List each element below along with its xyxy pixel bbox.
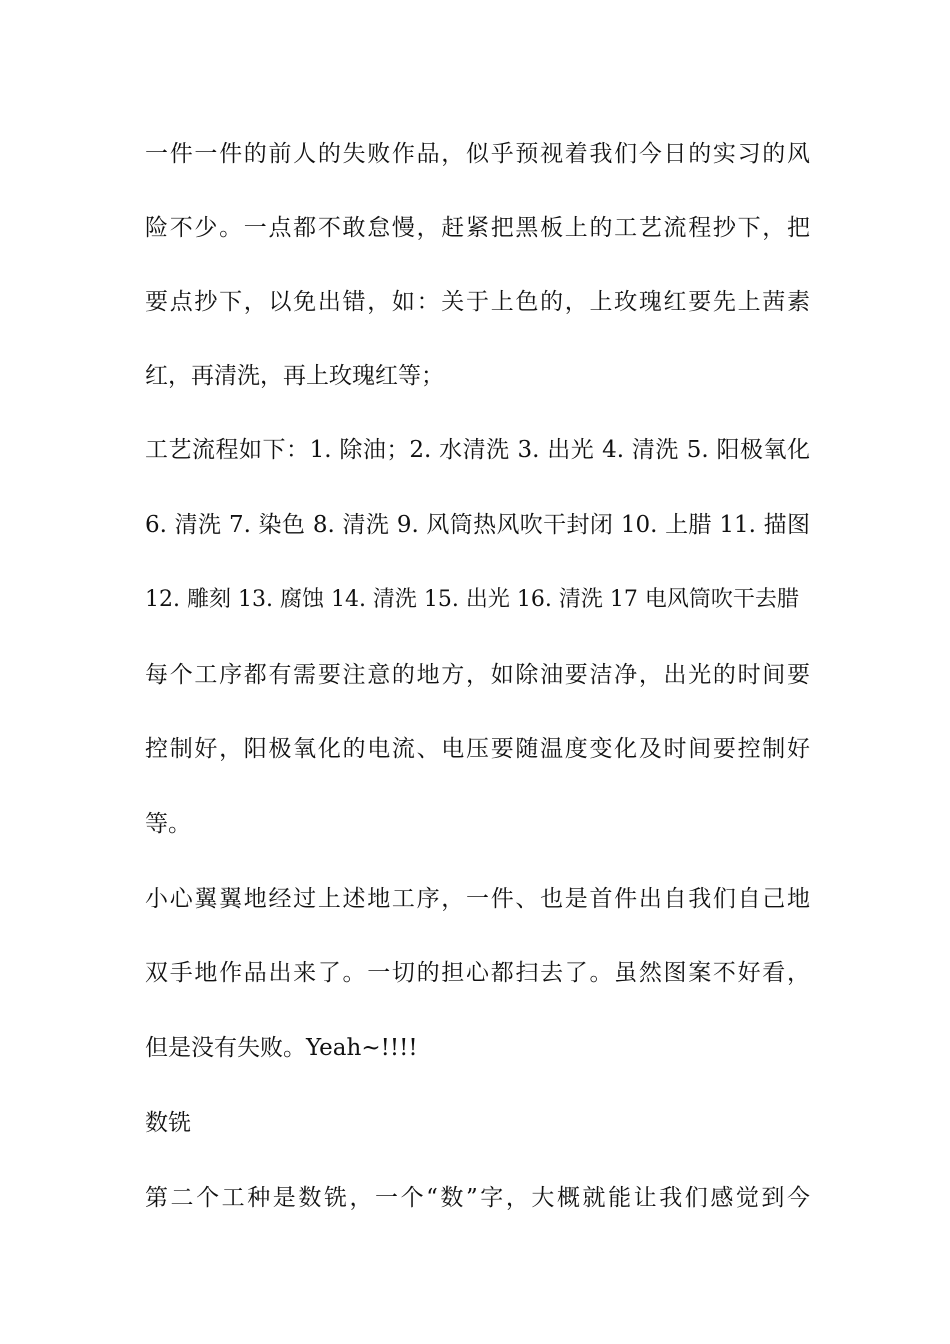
section-heading: 数铣	[145, 1110, 191, 1136]
text-line-4: 红，再清洗，再上玫瑰红等；	[145, 363, 444, 389]
text-line-2: 险不少。一点都不敢怠慢，赶紧把黑板上的工艺流程抄下，把	[145, 215, 810, 241]
text-line-6: 6. 清洗 7. 染色 8. 清洗 9. 风筒热风吹干封闭 10. 上腊 11. 描图	[145, 512, 810, 538]
text-line-7: 12. 雕刻 13. 腐蚀 14. 清洗 15. 出光 16. 清洗 17 电风筒吹干去腊	[145, 587, 799, 612]
text-line-8: 每个工序都有需要注意的地方，如除油要洁净，出光的时间要	[145, 662, 810, 688]
text-line-1: 一件一件的前人的失败作品，似乎预视着我们今日的实习的风	[145, 141, 810, 167]
text-line-12: 双手地作品出来了。一切的担心都扫去了。虽然图案不好看，	[145, 960, 810, 986]
text-line-15: 第二个工种是数铣，一个“数”字，大概就能让我们感觉到今	[145, 1185, 810, 1211]
text-line-5: 工艺流程如下：1. 除油；2. 水清洗 3. 出光 4. 清洗 5. 阳极氧化	[145, 437, 810, 463]
text-line-3: 要点抄下，以免出错，如：关于上色的，上玫瑰红要先上茜素	[145, 289, 810, 315]
text-line-11: 小心翼翼地经过上述地工序，一件、也是首件出自我们自己地	[145, 886, 810, 912]
text-line-9: 控制好，阳极氧化的电流、电压要随温度变化及时间要控制好	[145, 736, 810, 762]
text-line-10: 等。	[145, 811, 191, 837]
text-line-13: 但是没有失败。Yeah~!!!!	[145, 1035, 418, 1061]
